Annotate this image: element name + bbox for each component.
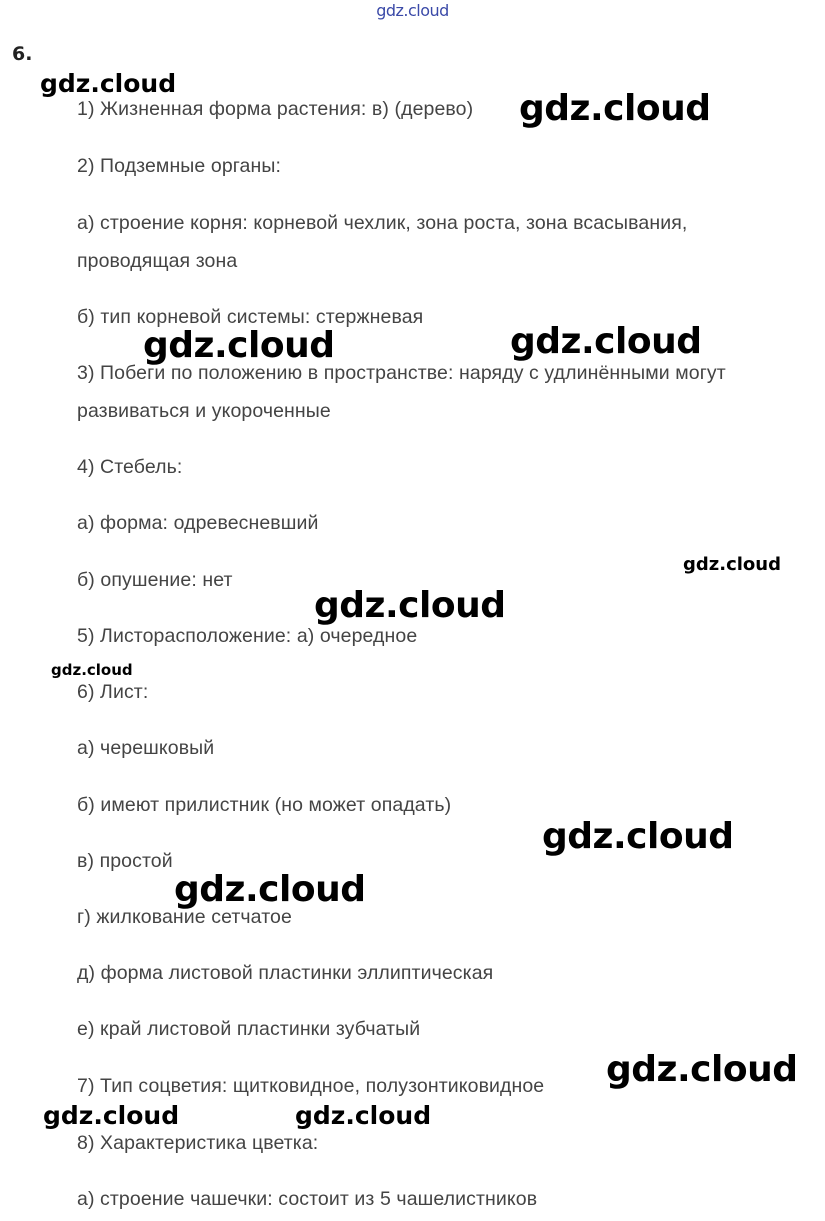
watermark: gdz.cloud	[519, 88, 711, 129]
answer-line: развиваться и укороченные	[77, 400, 331, 422]
answer-line: а) строение корня: корневой чехлик, зона роста, зона всасывания,	[77, 212, 688, 234]
answer-line: е) край листовой пластинки зубчатый	[77, 1018, 421, 1040]
watermark: gdz.cloud	[40, 69, 177, 98]
watermark: gdz.cloud	[542, 816, 734, 857]
answer-line: а) строение чашечки: состоит из 5 чашелистников	[77, 1188, 538, 1210]
answer-line: а) черешковый	[77, 737, 215, 759]
answer-line: а) форма: одревесневший	[77, 512, 319, 534]
answer-line: 8) Характеристика цветка:	[77, 1132, 319, 1154]
header-site-mark: gdz.cloud	[376, 1, 449, 20]
answer-line: 4) Стебель:	[77, 456, 183, 478]
answer-line: г) жилкование сетчатое	[77, 906, 292, 928]
answer-line: 6) Лист:	[77, 681, 149, 703]
answer-line: б) опушение: нет	[77, 569, 233, 591]
watermark: gdz.cloud	[314, 585, 506, 626]
watermark: gdz.cloud	[143, 325, 335, 366]
answer-line: 1) Жизненная форма растения: в) (дерево)	[77, 98, 474, 120]
watermark: gdz.cloud	[43, 1101, 180, 1130]
watermark: gdz.cloud	[606, 1049, 798, 1090]
watermark: gdz.cloud	[510, 321, 702, 362]
answer-line: в) простой	[77, 850, 173, 872]
watermark: gdz.cloud	[51, 661, 133, 679]
answer-line: проводящая зона	[77, 250, 238, 272]
answer-line: 7) Тип соцветия: щитковидное, полузонтиковидное	[77, 1075, 545, 1097]
answer-line: б) имеют прилистник (но может опадать)	[77, 794, 452, 816]
answer-line: д) форма листовой пластинки эллиптическая	[77, 962, 494, 984]
answer-line: 2) Подземные органы:	[77, 155, 282, 177]
watermark: gdz.cloud	[683, 554, 781, 575]
answer-line: 3) Побеги по положению в пространстве: наряду с удлинёнными могут	[77, 362, 726, 384]
answer-line: 5) Листорасположение: а) очередное	[77, 625, 418, 647]
watermark: gdz.cloud	[174, 869, 366, 910]
task-number: 6.	[12, 43, 33, 65]
answer-line: б) тип корневой системы: стержневая	[77, 306, 424, 328]
watermark: gdz.cloud	[295, 1101, 432, 1130]
